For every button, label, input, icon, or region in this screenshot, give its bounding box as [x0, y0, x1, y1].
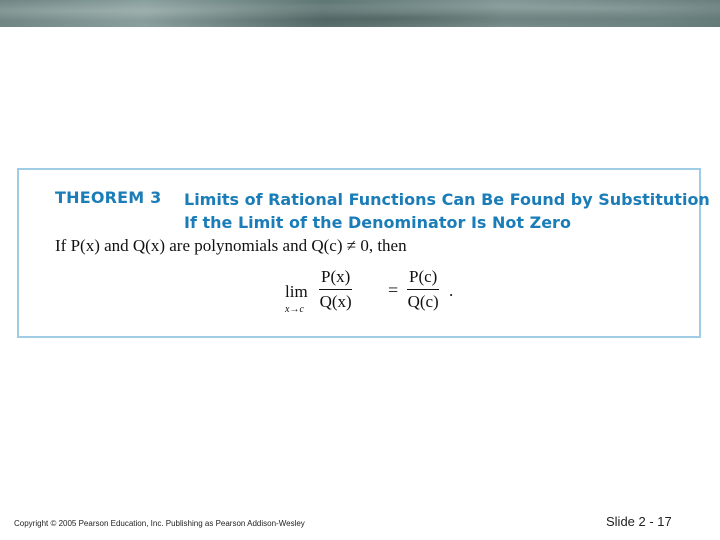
lhs-numerator: P(x) [321, 267, 351, 286]
theorem-label: THEOREM 3 [55, 188, 162, 207]
formula-period: . [449, 281, 454, 300]
lhs-denominator: Q(x) [319, 292, 352, 311]
equals-sign: = [388, 280, 399, 300]
theorem-title-line1: Limits of Rational Functions Can Be Found by Substitution [184, 190, 710, 209]
rhs-numerator: P(c) [409, 267, 438, 286]
rhs-denominator: Q(c) [407, 292, 439, 311]
slide-number: Slide 2 - 17 [606, 514, 672, 529]
rhs-fraction [407, 267, 439, 312]
copyright-notice: Copyright © 2005 Pearson Education, Inc. Publishing as Pearson Addison-Wesley [14, 519, 305, 528]
theorem-statement: If P(x) and Q(x) are polynomials and Q(c) ≠ 0, then [55, 236, 407, 255]
theorem-title [184, 188, 710, 234]
lhs-fraction [319, 267, 352, 312]
header-banner [0, 0, 720, 27]
theorem-box [17, 168, 710, 338]
limit-subscript: x→c [285, 304, 304, 315]
theorem-title-line2: If the Limit of the Denominator Is Not Zero [184, 213, 571, 232]
limit-operator: lim [285, 282, 308, 301]
